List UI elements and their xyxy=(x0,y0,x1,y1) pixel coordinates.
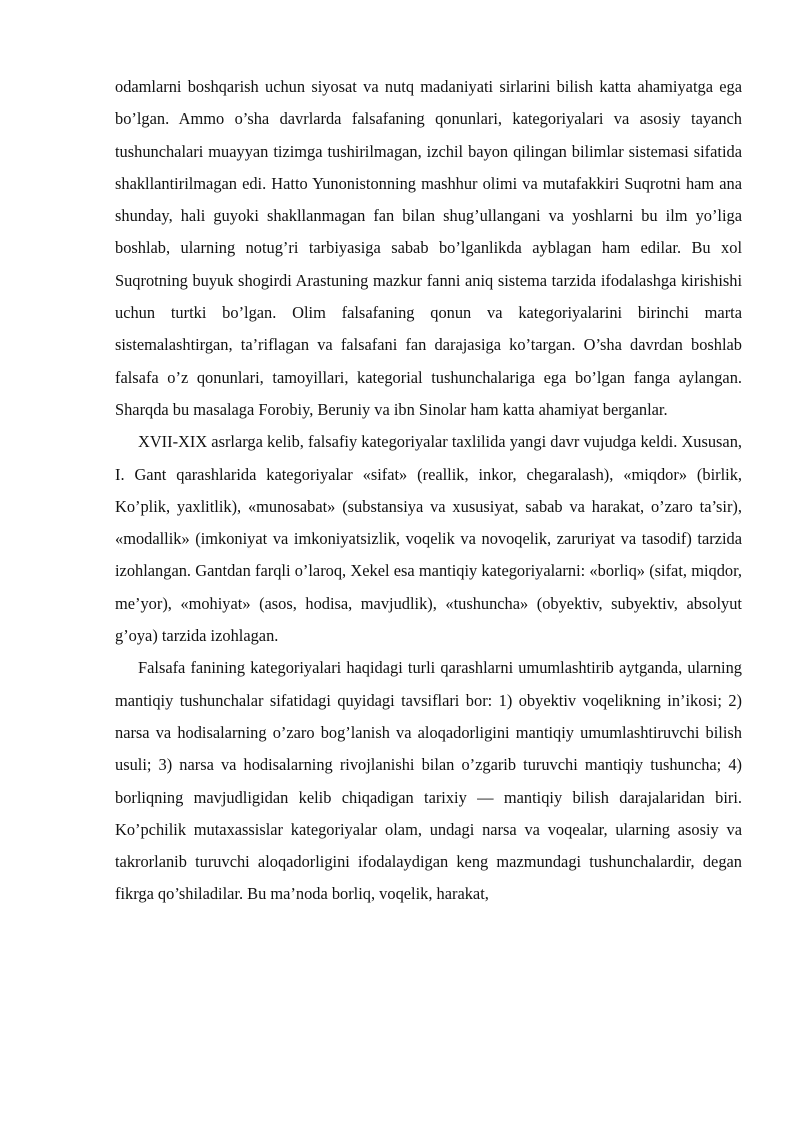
paragraph-continued: odamlarni boshqarish uchun siyosat va nutq madaniyati sirlarini bilish katta ahamiyatga ega bo’lgan. Ammo o’sha davrlarda falsafaning qonunlari, kategoriyalari va asosiy tayanch tushunchalari muayyan tizimga tushirilmagan, izchil bayon qilingan bilimlar sistemasi sifatida shakllantirilmagan edi. Hatto Yunonistonning mashhur olimi va mutafakkiri Suqrotni ham ana shunday, hali guyoki shakllanmagan fan bilan shug’ullangani va yoshlarni bu ilm yo’liga boshlab, ularning notug’ri tarbiyasiga sabab bo’lganlikda ayblagan ham edilar. Bu xol Suqrotning buyuk shogirdi Arastuning mazkur fanni aniq sistema tarzida ifodalashga kirishishi uchun turtki bo’lgan. Olim falsafaning qonun va kategoriyalarini birinchi marta sistemalashtirgan, ta’riflagan va falsafani fan darajasiga ko’targan. O’sha davrdan boshlab falsafa o’z qonunlari, tamoyillari, kategorial tushunchalariga ega bo’lgan fanga aylangan. Sharqda bu masalaga Forobiy, Beruniy va ibn Sinolar ham katta ahamiyat berganlar. xyxy=(115,77,742,419)
document-page xyxy=(115,71,742,911)
paragraph-categories-summary: Falsafa fanining kategoriyalari haqidagi turli qarashlarni umumlashtirib aytganda, ularning mantiqiy tushunchalar sifatidagi quyidagi tavsiflari bor: 1) obyektiv voqelikning in’ikosi; 2) narsa va hodisalarning o’zaro bog’lanish va aloqadorligini mantiqiy umumlashtiruvchi bilish usuli; 3) narsa va hodisalarning rivojlanishi bilan o’zgarib turuvchi mantiqiy tushuncha; 4) borliqning mavjudligidan kelib chiqadigan tarixiy — mantiqiy bilish darajalaridan biri. Ko’pchilik mutaxassislar kategoriyalar olam, undagi narsa va voqealar, ularning asosiy va takrorlanib turuvchi aloqadorligini ifodalaydigan keng mazmundagi tushunchalardir, degan fikrga qo’shiladilar. Bu ma’noda borliq, voqelik, harakat, xyxy=(115,658,742,904)
paragraph-categories-history: XVII-XIX asrlarga kelib, falsafiy kategoriyalar taxlilida yangi davr vujudga keldi. Xususan, I. Gant qarashlarida kategoriyalar «sifat» (reallik, inkor, chegaralash), «miqdor» (birlik, Ko’plik, yaxlitlik), «munosabat» (substansiya va xususiyat, sabab va harakat, o’zaro ta’sir), «modallik» (imkoniyat va imkoniyatsizlik, voqelik va novoqelik, zaruriyat va tasodif) tarzida izohlangan. Gantdan farqli o’laroq, Xekel esa mantiqiy kategoriyalarni: «borliq» (sifat, miqdor, me’yor), «mohiyat» (asos, hodisa, mavjudlik), «tushuncha» (obyektiv, subyektiv, absolyut g’oya) tarzida izohlagan. xyxy=(115,432,742,646)
